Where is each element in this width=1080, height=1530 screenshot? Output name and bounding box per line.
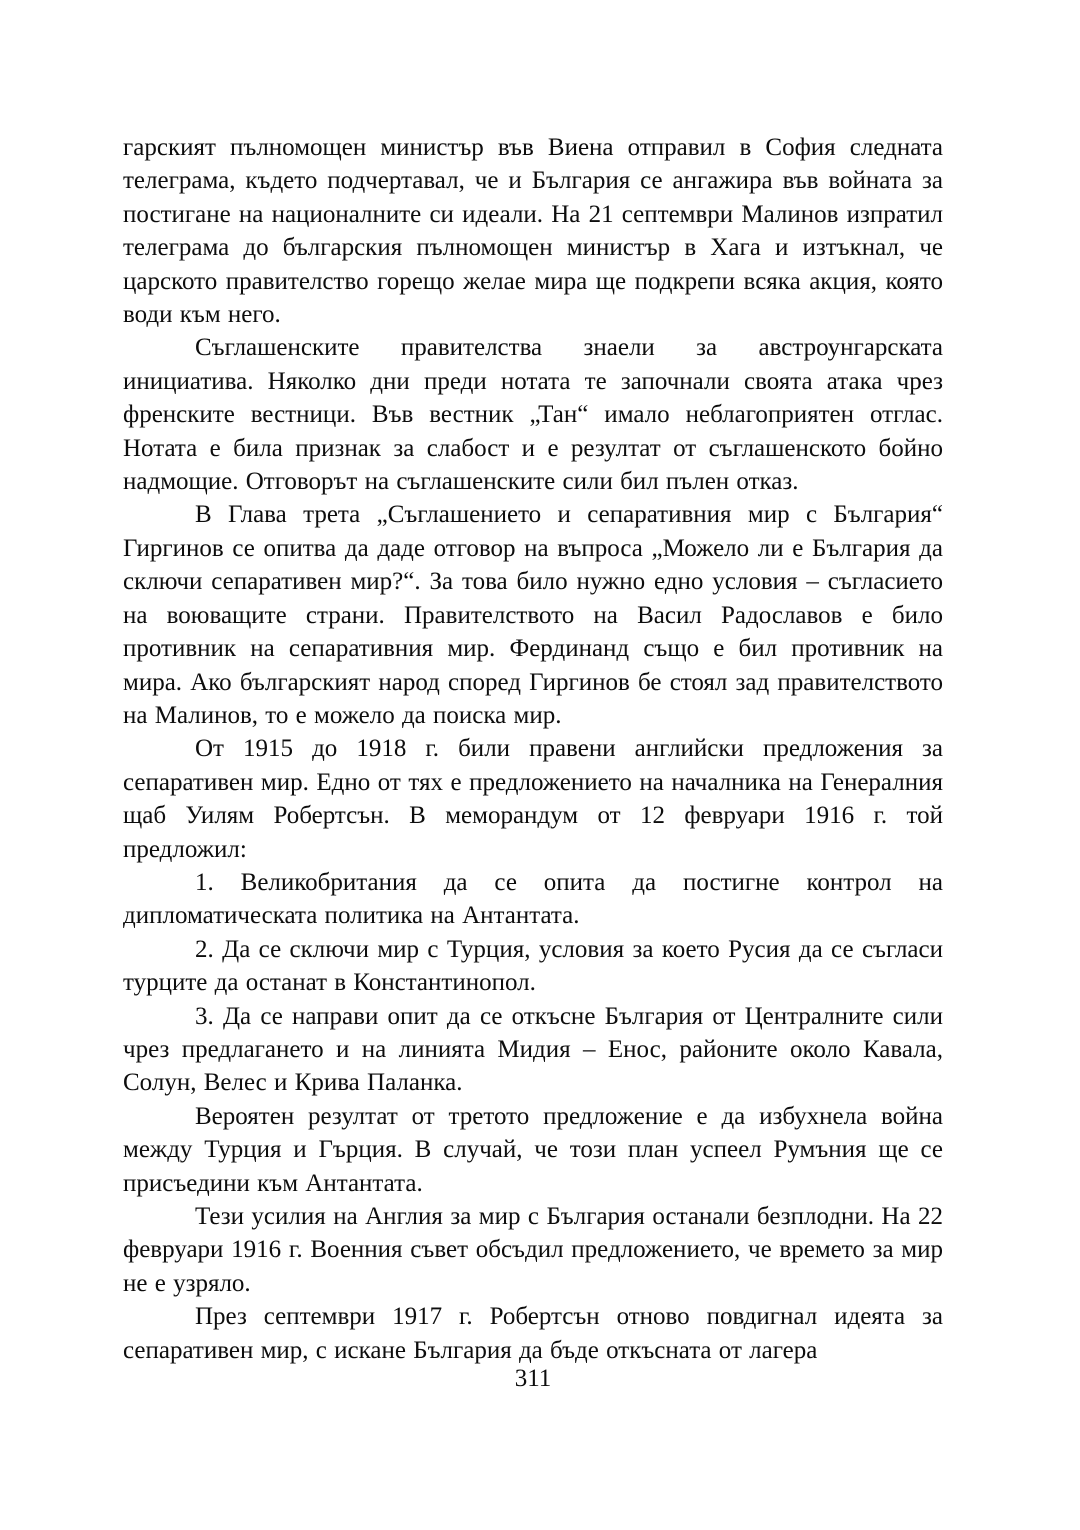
paragraph: Тези усилия на Англия за мир с България останали безплодни. На 22 февруари 1916 г. Военния съвет обсъдил предложението, че времето за мир не е узряло. <box>123 1203 943 1297</box>
list-item-paragraph: 3. Да се направи опит да се откъсне България от Централните сили чрез предлагането и на линията Мидия – Енос, районите около Кавала, Солун, Велес и Крива Паланка. <box>123 1002 943 1097</box>
paragraph: гарският пълномощен министър във Виена отправил в София следната телеграма, където подчертавал, че и България се ангажира във войната за постигане на националните си идеали. На 21 септември Малинов изпратил телеграма до българския пълномощен министър в Хага и изтъкнал, че царското правителство горещо желае мира ще подкрепи всяка акция, която води към него. <box>123 134 943 329</box>
paragraph: Съглашенските правителства знаели за австроунгарската инициатива. Няколко дни преди нотата те започнали своята атака чрез френските вестници. Във вестник „Тан“ имало неблагоприятен отглас. Нотата е била признак за слабост и е резултат от съглашенското бойно надмощие. Отговорът на съглашенските сили бил пълен отказ. <box>123 334 943 496</box>
paragraph: Вероятен резултат от третото предложение е да избухнела война между Турция и Гърция. В случай, че този план успеел Румъния ще се присъедини към Антантата. <box>123 1102 943 1197</box>
paragraph: В Глава трета „Съглашението и сепаративния мир с България“ Гиргинов се опитва да даде отговор на въпроса „Можело ли е България да сключи сепаративен мир?“. За това било нужно едно условия – съгласието на воюващите страни. Правителството на Васил Радославов е било противник на сепаративния мир. Фердинанд също е бил противник на мира. Ако българският народ според Гиргинов бе стоял зад правителството на Малинов, то е можело да поиска мир. <box>123 501 943 729</box>
list-item-paragraph: 1. Великобритания да се опита да постигне контрол на дипломатическата политика на Антантата. <box>123 868 943 930</box>
paragraph: От 1915 до 1918 г. били правени английски предложения за сепаративен мир. Едно от тях е предложението на началника на Генералния щаб Уилям Робертсън. В меморандум от 12 февруари 1916 г. той предложил: <box>123 735 943 863</box>
list-item-paragraph: 2. Да се сключи мир с Турция, условия за което Русия да се съгласи турците да останат в Константинопол. <box>123 935 943 997</box>
paragraph: През септември 1917 г. Робертсън отново повдигнал идеята за сепаративен мир, с искане България да бъде откъсната от лагера <box>123 1303 943 1364</box>
page-number: 311 <box>514 1365 552 1392</box>
